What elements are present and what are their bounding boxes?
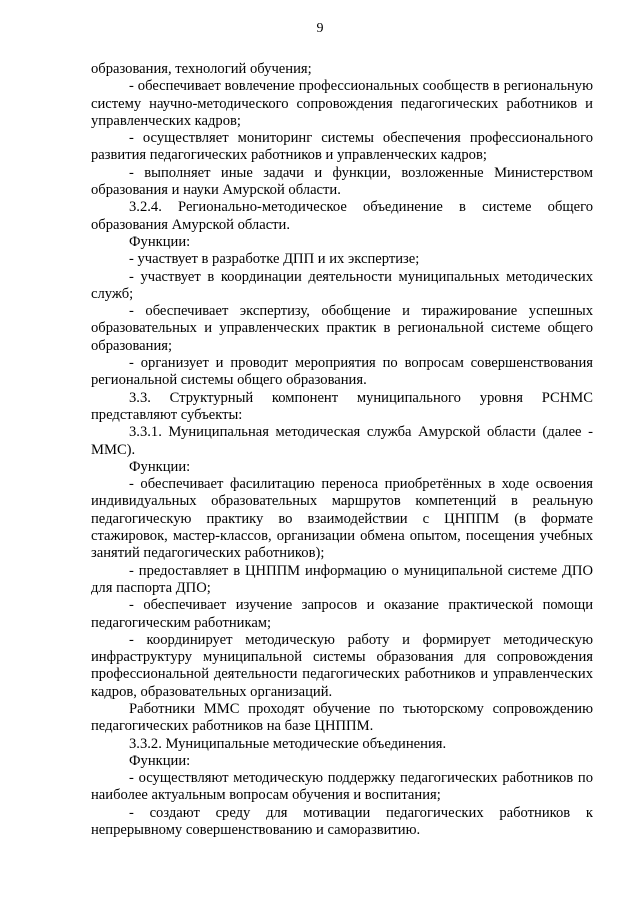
document-body [91, 61, 593, 839]
list-item: - обеспечивает изучение запросов и оказание практической помощи педагогическим работникам; [91, 597, 593, 631]
functions-label: Функции: [129, 233, 191, 250]
list-item: - осуществляют методическую поддержку педагогических работников по наиболее актуальным вопросам обучения и воспитания; [91, 770, 593, 804]
list-item: - осуществляет мониторинг системы обеспечения профессионального развития педагогических работников и управленческих кадров; [91, 130, 593, 164]
page-number: 9 [316, 21, 324, 36]
functions-label: Функции: [129, 458, 191, 475]
list-item: - обеспечивает фасилитацию переноса приобретённых в ходе освоения индивидуальных образовательных маршрутов компетенций в реальную педагогическую практику во взаимодействии с ЦНППМ (в формате стажировок, мастер-классов, организации обмена опытом, посещения учебных занятий педагогических работников); [91, 476, 593, 562]
list-item: - участвует в координации деятельности муниципальных методических служб; [91, 268, 593, 302]
list-item: - координирует методическую работу и формирует методическую инфраструктуру муниципальной системы образования для сопровождения профессиональной деятельности педагогических работников и управленческих кадров, образовательных организаций. [91, 631, 593, 700]
list-item: - создают среду для мотивации педагогических работников к непрерывному совершенствованию и саморазвитию. [91, 804, 593, 839]
list-item: - выполняет иные задачи и функции, возложенные Министерством образования и науки Амурской области. [91, 164, 593, 199]
list-item: - обеспечивает экспертизу, обобщение и тиражирование успешных образовательных и управленческих практик в региональной системе общего образования; [91, 303, 593, 354]
paragraph-continuation: образования, технологий обучения; [91, 61, 312, 77]
list-item: - организует и проводит мероприятия по вопросам совершенствования региональной системы общего образования. [91, 355, 593, 389]
list-item: - участвует в разработке ДПП и их экспертизе; [129, 251, 420, 268]
section-heading: 3.2.4. Регионально-методическое объединение в системе общего образования Амурской области. [91, 199, 593, 233]
section-heading: 3.3.1. Муниципальная методическая служба Амурской области (далее - ММС). [91, 424, 593, 458]
list-item: - обеспечивает вовлечение профессиональных сообществ в региональную систему научно-методического сопровождения педагогических работников и управленческих кадров; [91, 78, 593, 129]
paragraph: Работники ММС проходят обучение по тьюторскому сопровождению педагогических работников на базе ЦНППМ. [91, 700, 593, 735]
section-heading: 3.3.2. Муниципальные методические объединения. [129, 735, 447, 752]
section-heading: 3.3. Структурный компонент муниципального уровня РСНМС представляют субъекты: [91, 389, 593, 423]
functions-label: Функции: [129, 752, 191, 769]
list-item: - предоставляет в ЦНППМ информацию о муниципальной системе ДПО для паспорта ДПО; [91, 562, 593, 596]
